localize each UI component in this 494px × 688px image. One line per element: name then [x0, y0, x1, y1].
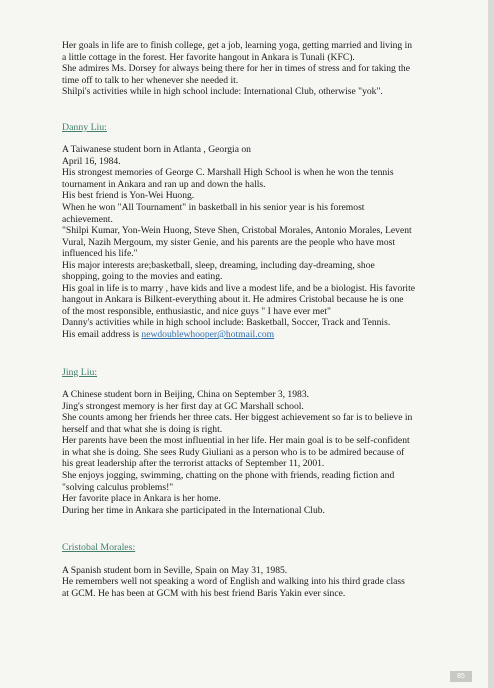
- text-line: time off to talk to her whenever she needed it.: [62, 74, 239, 86]
- text-line: A Chinese student born in Beijing, China on September 3, 1983.: [62, 389, 310, 401]
- spacer: [62, 111, 464, 122]
- spacer: [62, 98, 464, 111]
- text-line: Her parents have been the most influential in her life. Her main goal is to be self-confident: [62, 435, 410, 447]
- spacer: [62, 354, 464, 367]
- spacer: [62, 516, 464, 529]
- text-line: tournament in Ankara and ran up and down the halls.: [62, 178, 266, 190]
- section-heading-jing: Jing Liu:: [62, 366, 98, 378]
- text-line: at GCM. He has been at GCM with his best friend Baris Yakin ever since.: [62, 587, 346, 599]
- text-line: "solving calculus problems!": [62, 481, 174, 493]
- text-line: of the most responsible, enthusiastic, and nice guys " I have ever met": [62, 305, 331, 317]
- text-line: a little cottage in the forest. Her favorite hangout in Ankara is Tunali (KFC).: [62, 51, 355, 63]
- text-line: "Shilpi Kumar, Yon-Wein Huong, Steve Shen, Cristobal Morales, Antonio Morales, Levent: [62, 225, 412, 237]
- text-line: His major interests are;basketball, sleep, dreaming, including day-dreaming, shoe: [62, 259, 375, 271]
- text-line: His best friend is Yon-Wei Huong.: [62, 190, 195, 202]
- section-heading-cristobal: Cristobal Morales:: [62, 542, 136, 554]
- text-line: A Taiwanese student born in Atlanta , Georgia on: [62, 144, 251, 156]
- spacer: [62, 554, 464, 565]
- text-line: Her favorite place in Ankara is her home.: [62, 493, 221, 505]
- spacer: [62, 341, 464, 354]
- email-label: His email address is: [62, 329, 142, 341]
- danny-section: [62, 122, 464, 341]
- text-line: April 16, 1984.: [62, 155, 121, 167]
- text-line: She counts among her friends her three cats. Her biggest achievement so far is to believe in: [62, 412, 413, 424]
- text-line: Her goals in life are to finish college, get a job, learning yoga, getting married and living in: [62, 40, 413, 51]
- text-line: His strongest memories of George C. Marshall High School is when he won the tennis: [62, 167, 394, 179]
- text-line: herself and that what she is doing is right.: [62, 423, 223, 435]
- jing-section: [62, 367, 464, 517]
- text-line: Jing's strongest memory is her first day at GC Marshall school.: [62, 400, 304, 412]
- text-line: hangout in Ankara is Bilkent-everything about it. He admires Cristobal because he is one: [62, 294, 404, 306]
- text-line: She admires Ms. Dorsey for always being there for her in times of stress and for taking the: [62, 63, 410, 75]
- page-content: [62, 40, 464, 599]
- spacer: [62, 378, 464, 389]
- text-line: Shilpi's activities while in high school include: International Club, otherwise "yok".: [62, 86, 383, 98]
- text-line: During her time in Ankara she participated in the International Club.: [62, 504, 325, 516]
- text-line: Vural, Nazih Mergoum, my sister Genie, and his parents are the people who have most: [62, 236, 396, 248]
- spacer: [62, 529, 464, 542]
- text-line: He remembers well not speaking a word of English and walking into his third grade class: [62, 576, 405, 588]
- email-line: [62, 329, 464, 341]
- text-line: shopping, going to the movies and eating.: [62, 271, 223, 283]
- section-heading-danny: Danny Liu:: [62, 121, 107, 133]
- cristobal-section: [62, 542, 464, 599]
- page-number: 85: [450, 671, 472, 682]
- text-line: his great leadership after the terrorist attacks of September 11, 2001.: [62, 458, 325, 470]
- text-line: When he won "All Tournament" in basketball in his senior year is his foremost: [62, 202, 365, 214]
- text-line: influenced his life.": [62, 248, 138, 260]
- text-line: She enjoys jogging, swimming, chatting on the phone with friends, reading fiction and: [62, 469, 395, 481]
- text-line: His goal in life is to marry , have kids and live a modest life, and be a biologist. His favorite: [62, 282, 416, 294]
- email-link[interactable]: newdoublewhooper@hotmail.com: [141, 329, 275, 341]
- shilpi-section: [62, 40, 464, 98]
- text-line: achievement.: [62, 213, 113, 225]
- text-line: A Spanish student born in Seville, Spain on May 31, 1985.: [62, 564, 288, 576]
- text-line: in what she is doing. She sees Rudy Giuliani as a person who is to be admired because of: [62, 446, 405, 458]
- text-line: Danny's activities while in high school include: Basketball, Soccer, Track and Tennis.: [62, 317, 391, 329]
- spacer: [62, 133, 464, 144]
